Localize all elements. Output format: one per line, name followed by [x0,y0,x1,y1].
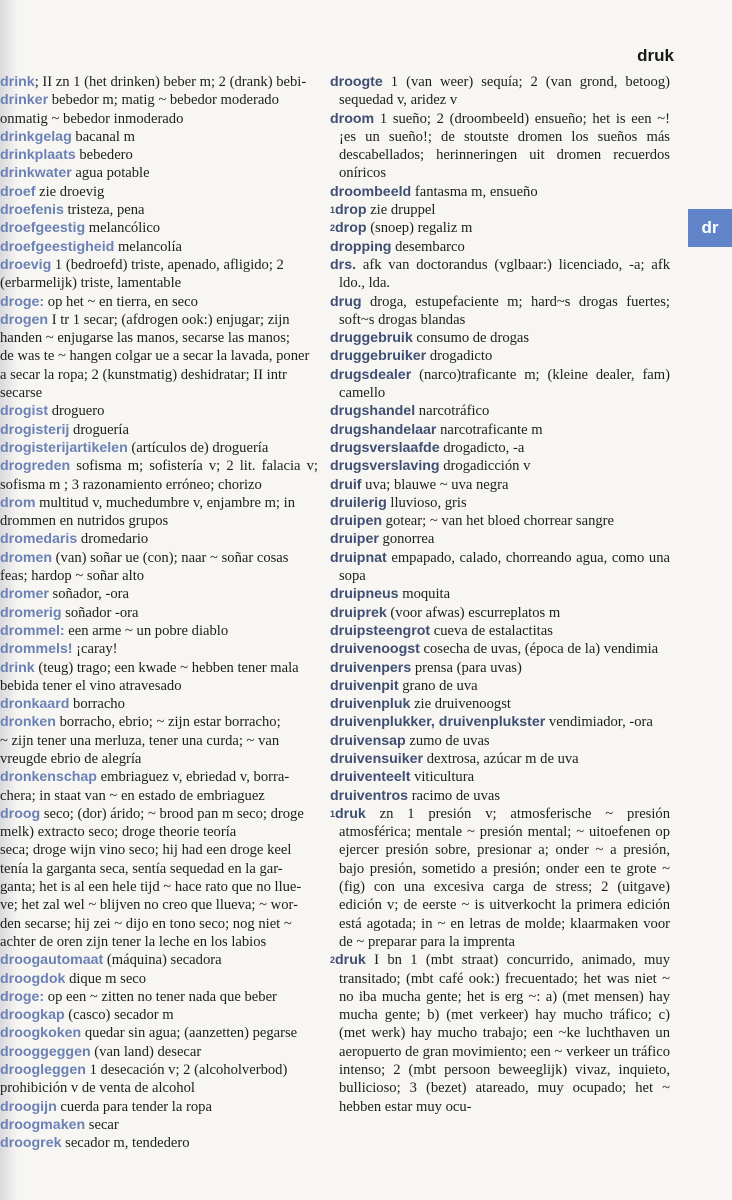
dictionary-entry [330,402,670,420]
dictionary-entry [0,1116,318,1134]
dictionary-entry [330,659,670,677]
definition-text: drogadicción v [439,458,531,475]
dictionary-entry [0,366,318,384]
definition-text: cuerda para tender la ropa [56,1098,212,1115]
dictionary-entry [330,219,670,237]
homonym-number: 1 [330,205,336,216]
dictionary-entry [0,622,318,640]
dictionary-entry [330,732,670,750]
definition-text: gotear; ~ van het bloed chorrear sangre [382,513,614,530]
definition-text: ; II zn 1 (het drinken) beber m; 2 (drank) bebi- [34,74,307,90]
definition-text: I bn 1 (mbt straat) concurrido, animado, muy transitado; (mbt café ook:) frecuentado; het was niet ~ no iba mucha gente; het is erg ~: a) (met mensen) hay mucha gente; b) (met verkeer) hay mucho tráfico; c) (met werk) hay mucho trabajo; een ~ke luchthaven un aeropuerto de gran movimiento; een ~ verkeer un tráfico intenso; 2 (mbt persoon beweeglijk) vivaz, inquieto, bullicioso; 3 (bezet) atareado, muy ocupado; het ~ hebben estar muy ocu- [339,952,670,1115]
dictionary-entry [0,384,318,402]
definition-text: dextrosa, azúcar m de uva [423,750,579,767]
headword: druipnat [330,549,387,566]
dictionary-entry [330,512,670,530]
definition-text: racimo de uvas [408,787,501,804]
definition-text: secador m, tendedero [61,1135,190,1152]
right-column [330,73,670,1116]
dictionary-entry [0,549,318,567]
headword: drogist [0,403,49,420]
definition-text: bacanal m [71,128,135,145]
definition-text: bebida tener el vino atravesado [0,677,182,694]
headword: druivensap [330,732,406,749]
dictionary-entry [0,1043,318,1061]
dictionary-entry [0,567,318,585]
dictionary-entry [0,110,318,128]
definition-text: soñador, -ora [48,586,129,603]
dictionary-entry [0,183,318,201]
definition-text: handen ~ enjugarse las manos, secarse las manos; [0,330,290,347]
headword: drinkwater [0,165,72,182]
homonym-number: 2 [330,955,336,966]
headword: drs. [330,256,357,273]
headword: druivensuiker [330,750,424,767]
headword: droge: [0,988,45,1005]
dictionary-entry [330,713,670,731]
definition-text: de was te ~ hangen colgar ue a secar la lavada, poner [0,348,310,365]
headword: druggebruik [330,330,413,347]
headword: dronkaard [0,696,70,713]
headword: drop [335,202,367,219]
left-column [0,73,318,1153]
headword: drogisterij [0,421,70,438]
headword: droogrek [0,1135,62,1152]
thumb-index-tab: dr [688,209,732,247]
definition-text: (snoep) regaliz m [366,220,473,237]
definition-text: borracho [69,696,125,713]
headword: druilerig [330,494,387,511]
dictionary-entry [330,585,670,603]
headword: druiventros [330,787,409,804]
dictionary-entry [0,1098,318,1116]
definition-text: uva; blauwe ~ uva negra [361,476,509,493]
definition-text: a secar la ropa; 2 (kunstmatig) deshidratar; II intr [0,366,287,383]
definition-text: droguero [48,403,105,420]
dictionary-entry [330,549,670,586]
headword: druipsteengrot [330,622,431,639]
headword: droogmaken [0,1116,86,1133]
dictionary-entry [0,311,318,329]
dictionary-entry [0,750,318,768]
definition-text: ~ zijn tener una merluza, tener una curda; ~ van [0,732,280,749]
dictionary-entry [330,183,670,201]
headword: druipen [330,513,383,530]
dictionary-entry [0,768,318,786]
definition-text: borracho, ebrio; ~ zijn estar borracho; [55,714,281,731]
headword: drogen [0,311,49,328]
headword: drommels! [0,641,73,658]
headword: druivenpers [330,659,412,676]
headword: droogkap [0,1007,65,1024]
headword: drugshandel [330,403,416,420]
dictionary-entry [330,347,670,365]
headword: droogte [330,74,383,90]
dictionary-entry [0,494,318,512]
definition-text: melancolía [114,238,182,255]
dictionary-entry [330,366,670,403]
dictionary-entry [330,73,670,110]
definition-text: moquita [398,586,451,603]
definition-text: ¡caray! [72,641,118,658]
definition-text: lluvioso, gris [386,494,467,511]
definition-text: embriaguez v, ebriedad v, borra- [96,769,290,786]
headword: dropping [330,238,392,255]
headword: druif [330,476,362,493]
definition-text: dique m seco [65,970,147,987]
definition-text: ve; het zal wel ~ blijven no creo que llueva; ~ wor- [0,897,298,914]
definition-text: feas; hardop ~ soñar alto [0,568,145,585]
headword: druiper [330,531,379,548]
definition-text: (van land) desecar [90,1043,202,1060]
headword: droogkoken [0,1025,82,1042]
headword: drinkplaats [0,147,76,164]
dictionary-entry [0,439,318,457]
headword: droefgeestigheid [0,238,115,255]
headword: droef [0,183,36,200]
dictionary-entry [330,421,670,439]
dictionary-entry [0,915,318,933]
definition-text: droguería [69,421,129,438]
definition-text: narcotráfico [415,403,490,420]
headword: drugsverslaving [330,458,440,475]
definition-text: prensa (para uvas) [411,659,522,676]
definition-text: op een ~ zitten no tener nada que beber [44,988,277,1005]
definition-text: zie druivenoogst [410,696,511,713]
definition-text: seco; (dor) árido; ~ brood pan m seco; droge [40,805,304,822]
headword: drom [0,494,36,511]
dictionary-entry [0,970,318,988]
definition-text: ganta; het is al een hele tijd ~ hace rato que no llue- [0,879,302,896]
headword: druivenoogst [330,641,420,658]
dictionary-entry [330,768,670,786]
headword: droevig [0,256,52,273]
dictionary-entry [330,604,670,622]
dictionary-entry [0,732,318,750]
definition-text: consumo de drogas [412,330,530,347]
definition-text: zn 1 presión v; atmosferische ~ presión atmosférica; mentale ~ presión mental; ~ uitoefenen op ejercer presión sobre, presionar a; onder ~ a presión, bajo presión, sometido a presión; onder een te grote ~ (fig) con una excesiva carga de stress; 2 (uitgave) edición v; de eerste ~ is uitverkocht la primera edición está agotada; in ~ en letras de molde; klaarmaken voor de ~ preparar para la imprenta [339,805,670,950]
definition-text: (teug) trago; een kwade ~ hebben tener mala [34,659,299,676]
definition-text: empapado, calado, chorreando agua, como una sopa [339,549,670,585]
headword: droog [0,805,41,822]
dictionary-entry [0,585,318,603]
dictionary-entry [0,1024,318,1042]
headword: drug [330,293,362,310]
definition-text: (erbarmelijk) triste, lamentable [0,275,182,292]
dictionary-entry [0,219,318,237]
headword: droogautomaat [0,952,104,969]
dictionary-entry [0,1079,318,1097]
definition-text: op het ~ en tierra, en seco [44,293,198,310]
dictionary-entry [0,659,318,677]
headword: droogleggen [0,1062,86,1079]
dictionary-entry [0,73,318,91]
dictionary-entry [0,841,318,859]
headword: druk [335,805,366,822]
dictionary-entry [0,256,318,274]
dictionary-entry [0,695,318,713]
headword: droefenis [0,202,64,219]
dictionary-entry [0,91,318,109]
dictionary-entry [0,933,318,951]
dictionary-entry [0,787,318,805]
headword: dromedaris [0,531,78,548]
dictionary-entry [330,457,670,475]
headword: druivenpit [330,677,399,694]
definition-text: gonorrea [378,531,435,548]
definition-text: drogadicto [426,348,493,365]
definition-text: (artículos de) droguería [127,439,269,456]
headword: droombeeld [330,183,412,200]
headword: dronken [0,714,56,731]
definition-text: multitud v, muchedumbre v, enjambre m; in [35,494,295,511]
definition-text: tenía la garganta seca, sentía sequedad en la gar- [0,860,283,877]
dictionary-entry [0,329,318,347]
definition-text: secar [85,1116,119,1133]
definition-text: secarse [0,385,43,402]
definition-text: zie droevig [35,183,105,200]
definition-text: drommen en nutridos grupos [0,513,169,530]
definition-text: fantasma m, ensueño [411,183,538,200]
headword: drooggeggen [0,1043,91,1060]
definition-text: drogadicto, -a [439,439,525,456]
dictionary-entry [330,329,670,347]
definition-text: (voor afwas) escurreplatos m [386,604,561,621]
dictionary-entry [0,421,318,439]
dictionary-entry [330,695,670,713]
dictionary-entry [0,713,318,731]
dictionary-entry [0,238,318,256]
dictionary-entry [0,896,318,914]
headword: droefgeestig [0,220,86,237]
dictionary-entry [330,951,670,1116]
definition-text: bebedero [75,147,133,164]
dictionary-entry [330,787,670,805]
dictionary-entry [0,878,318,896]
dictionary-entry [330,494,670,512]
definition-text: soñador -ora [61,604,139,621]
dictionary-entry [0,512,318,530]
definition-text: vendimiador, -ora [545,714,653,731]
dictionary-entry [330,201,670,219]
definition-text: 1 (van weer) sequía; 2 (van grond, betoog) sequedad v, aridez v [339,74,670,109]
dictionary-entry [330,293,670,330]
definition-text: desembarco [391,238,465,255]
definition-text: droga, estupefaciente m; hard~s drogas fuertes; soft~s drogas blandas [339,293,670,328]
dictionary-entry [330,805,670,951]
headword: drinkgelag [0,128,72,145]
definition-text: grano de uva [398,677,478,694]
definition-text: (narco)traficante m; (kleine dealer, fam) camello [339,366,670,402]
definition-text: bebedor m; matig ~ bebedor moderado [48,92,279,109]
definition-text: achter de oren zijn tener la leche en los labios [0,933,267,950]
dictionary-entry [330,238,670,256]
definition-text: 1 (bedroefd) triste, apenado, afligido; 2 [51,256,284,273]
dictionary-entry [330,110,670,183]
definition-text: den secarse; hij zei ~ dijo en tono seco; nog niet ~ [0,915,292,932]
headword: drugsdealer [330,366,412,383]
headword: droogijn [0,1098,57,1115]
definition-text: narcotraficante m [436,421,543,438]
definition-text: seca; droge wijn vino seco; hij had een droge keel [0,842,292,859]
definition-text: een arme ~ un pobre diablo [64,622,229,639]
definition-text: (van) soñar ue (con); naar ~ soñar cosas [52,549,289,566]
dictionary-entry [0,860,318,878]
definition-text: dromedario [77,531,149,548]
headword: droom [330,110,375,127]
dictionary-entry [0,604,318,622]
headword: druiprek [330,604,387,621]
headword: druipneus [330,586,399,603]
dictionary-entry [0,164,318,182]
definition-text: 1 sueño; 2 (droombeeld) ensueño; het is een ~! ¡es un sueño!; de stoutste dromen los sueños más descabellados; herinneringen uit dromen recuerdos oníricos [339,110,670,182]
running-head: druk [637,46,674,65]
dictionary-entry [330,256,670,293]
headword: drogreden [0,458,71,475]
headword: druggebruiker [330,348,427,365]
definition-text: cueva de estalactitas [430,622,553,639]
headword: droge: [0,293,45,310]
definition-text: zie druppel [366,202,436,219]
dictionary-entry [0,274,318,292]
homonym-number: 1 [330,808,336,819]
dictionary-entry [0,805,318,823]
dictionary-entry [330,677,670,695]
dictionary-entry [330,750,670,768]
dictionary-entry [0,640,318,658]
headword: druivenpluk [330,696,411,713]
dictionary-entry [0,128,318,146]
definition-text: tristeza, pena [63,202,145,219]
definition-text: zumo de uvas [405,732,490,749]
headword: druk [335,952,366,969]
dictionary-entry [0,988,318,1006]
definition-text: viticultura [410,769,475,786]
definition-text: quedar sin agua; (aanzetten) pegarse [81,1025,298,1042]
definition-text: melk) extracto seco; droge theorie teoría [0,824,237,841]
headword: drugsverslaafde [330,439,440,456]
dictionary-entry [0,1134,318,1152]
headword: drinker [0,92,49,109]
dictionary-entry [0,347,318,365]
dictionary-entry [0,1006,318,1024]
definition-text: agua potable [71,165,150,182]
definition-text: cosecha de uvas, (época de la) vendimia [419,641,659,658]
definition-text: prohibición v de venta de alcohol [0,1080,195,1097]
headword: drop [335,220,367,237]
headword: druivenplukker, druivenplukster [330,714,546,731]
dictionary-entry [0,201,318,219]
homonym-number: 2 [330,223,336,234]
dictionary-entry [0,677,318,695]
definition-text: I tr 1 secar; (afdrogen ook:) enjugar; zijn [48,311,290,328]
dictionary-entry [0,951,318,969]
dictionary-entry [0,530,318,548]
headword: drogisterijartikelen [0,439,128,456]
dictionary-entry [0,1061,318,1079]
definition-text: sofisma m; sofistería v; 2 lit. falacia v; sofisma m ; 3 razonamiento erróneo; chorizo [0,458,318,493]
headword: dromer [0,586,49,603]
definition-text: vreugde ebrio de alegría [0,750,142,767]
headword: druiventeelt [330,769,411,786]
headword: dromen [0,549,53,566]
definition-text: chera; in staat van ~ en estado de embriaguez [0,787,265,804]
dictionary-entry [0,293,318,311]
headword: drink [0,659,35,676]
dictionary-entry [330,530,670,548]
dictionary-entry [330,439,670,457]
dictionary-entry [0,146,318,164]
dictionary-entry [330,640,670,658]
dictionary-entry [0,823,318,841]
definition-text: onmatig ~ bebedor inmoderado [0,110,184,127]
headword: drommel: [0,622,65,639]
dictionary-entry [330,476,670,494]
headword: dronkenschap [0,769,97,786]
definition-text: 1 desecación v; 2 (alcoholverbod) [85,1062,288,1079]
dictionary-entry [0,457,318,494]
definition-text: (casco) secador m [64,1007,174,1024]
headword: drugshandelaar [330,421,437,438]
definition-text: melancólico [85,220,161,237]
dictionary-entry [0,402,318,420]
definition-text: (máquina) secadora [103,952,222,969]
headword: dromerig [0,604,62,621]
headword: droogdok [0,970,66,987]
definition-text: afk van doctorandus (vglbaar:) licenciado, -a; afk ldo., lda. [339,256,670,292]
dictionary-entry [330,622,670,640]
headword: drink [0,74,35,90]
